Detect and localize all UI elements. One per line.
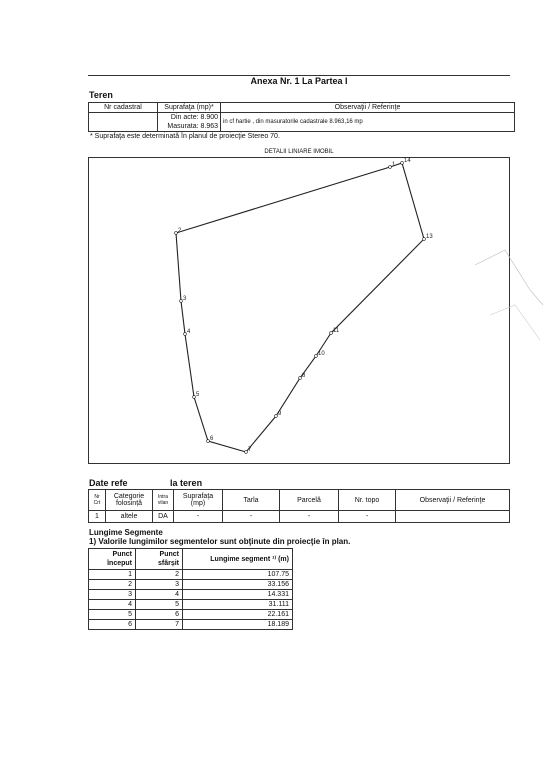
cell-punct-inceput: 1 bbox=[89, 570, 136, 580]
cell-categorie: altele bbox=[106, 511, 153, 523]
cell-punct-sfarsit: 7 bbox=[136, 620, 183, 630]
cell-lungime: 18.189 bbox=[183, 620, 293, 630]
margin-marks bbox=[470, 245, 543, 365]
col-suprafata-mp: Suprafața (mp) bbox=[174, 490, 223, 511]
boundary-point bbox=[315, 355, 318, 358]
section-date bbox=[89, 478, 202, 488]
point-labels bbox=[175, 158, 434, 453]
boundary-point bbox=[180, 300, 183, 303]
cell-punct-sfarsit: 4 bbox=[136, 590, 183, 600]
parcel-outline bbox=[176, 163, 424, 452]
table-row bbox=[89, 620, 293, 630]
boundary-point bbox=[299, 377, 302, 380]
cell-lungime: 31.111 bbox=[183, 600, 293, 610]
lungime-subtitle: 1) Valorile lungimilor segmentelor sunt obţinute din proiecţie în plan. bbox=[89, 537, 351, 546]
cell-lungime: 33.156 bbox=[183, 580, 293, 590]
cell-intravilan: DA bbox=[153, 511, 174, 523]
col-nr-cadastral: Nr cadastral bbox=[89, 103, 158, 113]
cell-punct-inceput: 2 bbox=[89, 580, 136, 590]
point-label: 3 bbox=[183, 296, 187, 302]
plan-title: DETALII LINIARE IMOBIL bbox=[264, 149, 334, 155]
cell-nr-cadastral bbox=[89, 113, 158, 132]
stereo-note: * Suprafaţa este determinată în planul de proiecţie Stereo 70. bbox=[90, 133, 280, 140]
table-row bbox=[89, 580, 293, 590]
lungime-title: Lungime Segmente bbox=[89, 528, 163, 537]
col-lungime: Lungime segment ¹⁾ (m) bbox=[183, 549, 293, 570]
cell-suprafata-mp: - bbox=[174, 511, 223, 523]
segments-table bbox=[88, 548, 293, 630]
cell-punct-inceput: 5 bbox=[89, 610, 136, 620]
point-label: 4 bbox=[187, 329, 191, 335]
col-nr-crt: Nr Crt bbox=[89, 490, 106, 511]
date-rule bbox=[170, 463, 390, 464]
cell-parcela: - bbox=[280, 511, 339, 523]
page-title: Anexa Nr. 1 La Partea I bbox=[250, 76, 348, 86]
boundary-point bbox=[423, 238, 426, 241]
boundary-point bbox=[175, 232, 178, 235]
cell-punct-inceput: 4 bbox=[89, 600, 136, 610]
col-tarla: Tarla bbox=[223, 490, 280, 511]
cell-lungime: 14.331 bbox=[183, 590, 293, 600]
col-intravilan: Intra vilan bbox=[153, 490, 174, 511]
cell-punct-inceput: 6 bbox=[89, 620, 136, 630]
point-label: 2 bbox=[178, 228, 182, 234]
cell-tarla: - bbox=[223, 511, 280, 523]
section-teren: Teren bbox=[89, 90, 113, 100]
cell-suprafata bbox=[158, 113, 221, 132]
col-observatii-ref: Observaţii / Referinţe bbox=[396, 490, 510, 511]
boundary-point bbox=[245, 451, 248, 454]
col-punct-sfarsit: Punct sfârșit bbox=[136, 549, 183, 570]
date-table bbox=[88, 489, 510, 523]
point-label: 6 bbox=[210, 436, 214, 442]
boundary-point bbox=[207, 440, 210, 443]
col-nr-topo: Nr. topo bbox=[339, 490, 396, 511]
point-label: 1 bbox=[392, 162, 396, 168]
table-row bbox=[89, 600, 293, 610]
cell-observatii: in cf hartie , din masuratorile cadastrale 8.963,16 mp bbox=[221, 113, 515, 132]
point-label: 9 bbox=[278, 411, 282, 417]
col-parcela: Parcelă bbox=[280, 490, 339, 511]
col-punct-inceput: Punct început bbox=[89, 549, 136, 570]
teren-table bbox=[88, 102, 515, 132]
cell-observatii-ref bbox=[396, 511, 510, 523]
table-row bbox=[89, 570, 293, 580]
cell-punct-sfarsit: 6 bbox=[136, 610, 183, 620]
suprafata-masurata: Masurata: 8.963 bbox=[167, 123, 218, 130]
plan-drawing bbox=[88, 157, 510, 464]
boundary-point bbox=[275, 415, 278, 418]
cell-lungime: 107.75 bbox=[183, 570, 293, 580]
point-label: 11 bbox=[333, 328, 340, 334]
col-suprafata: Suprafaţa (mp)* bbox=[158, 103, 221, 113]
boundary-point bbox=[193, 396, 196, 399]
section-date-suffix: la teren bbox=[170, 478, 203, 488]
point-label: 13 bbox=[426, 234, 433, 240]
table-row bbox=[89, 610, 293, 620]
boundary-line bbox=[176, 163, 424, 452]
cell-punct-inceput: 3 bbox=[89, 590, 136, 600]
suprafata-acte: Din acte: 8.900 bbox=[170, 114, 218, 121]
boundary-point bbox=[184, 333, 187, 336]
point-label: 8 bbox=[302, 373, 306, 379]
cell-nr-topo: - bbox=[339, 511, 396, 523]
point-label: 10 bbox=[318, 351, 325, 357]
col-observatii: Observaţii / Referinţe bbox=[221, 103, 515, 113]
table-row bbox=[89, 590, 293, 600]
section-date-prefix: Date refe bbox=[89, 478, 128, 488]
boundary-point bbox=[401, 162, 404, 165]
cell-lungime: 22.161 bbox=[183, 610, 293, 620]
boundary-point bbox=[389, 166, 392, 169]
point-label: 14 bbox=[404, 158, 411, 164]
cell-punct-sfarsit: 2 bbox=[136, 570, 183, 580]
cell-punct-sfarsit: 5 bbox=[136, 600, 183, 610]
boundary-point bbox=[330, 332, 333, 335]
col-categorie: Categorie folosință bbox=[106, 490, 153, 511]
point-label: 5 bbox=[196, 392, 200, 398]
point-label: 7 bbox=[248, 447, 252, 453]
plan-frame bbox=[89, 158, 510, 464]
cell-nr-crt: 1 bbox=[89, 511, 106, 523]
cell-punct-sfarsit: 3 bbox=[136, 580, 183, 590]
